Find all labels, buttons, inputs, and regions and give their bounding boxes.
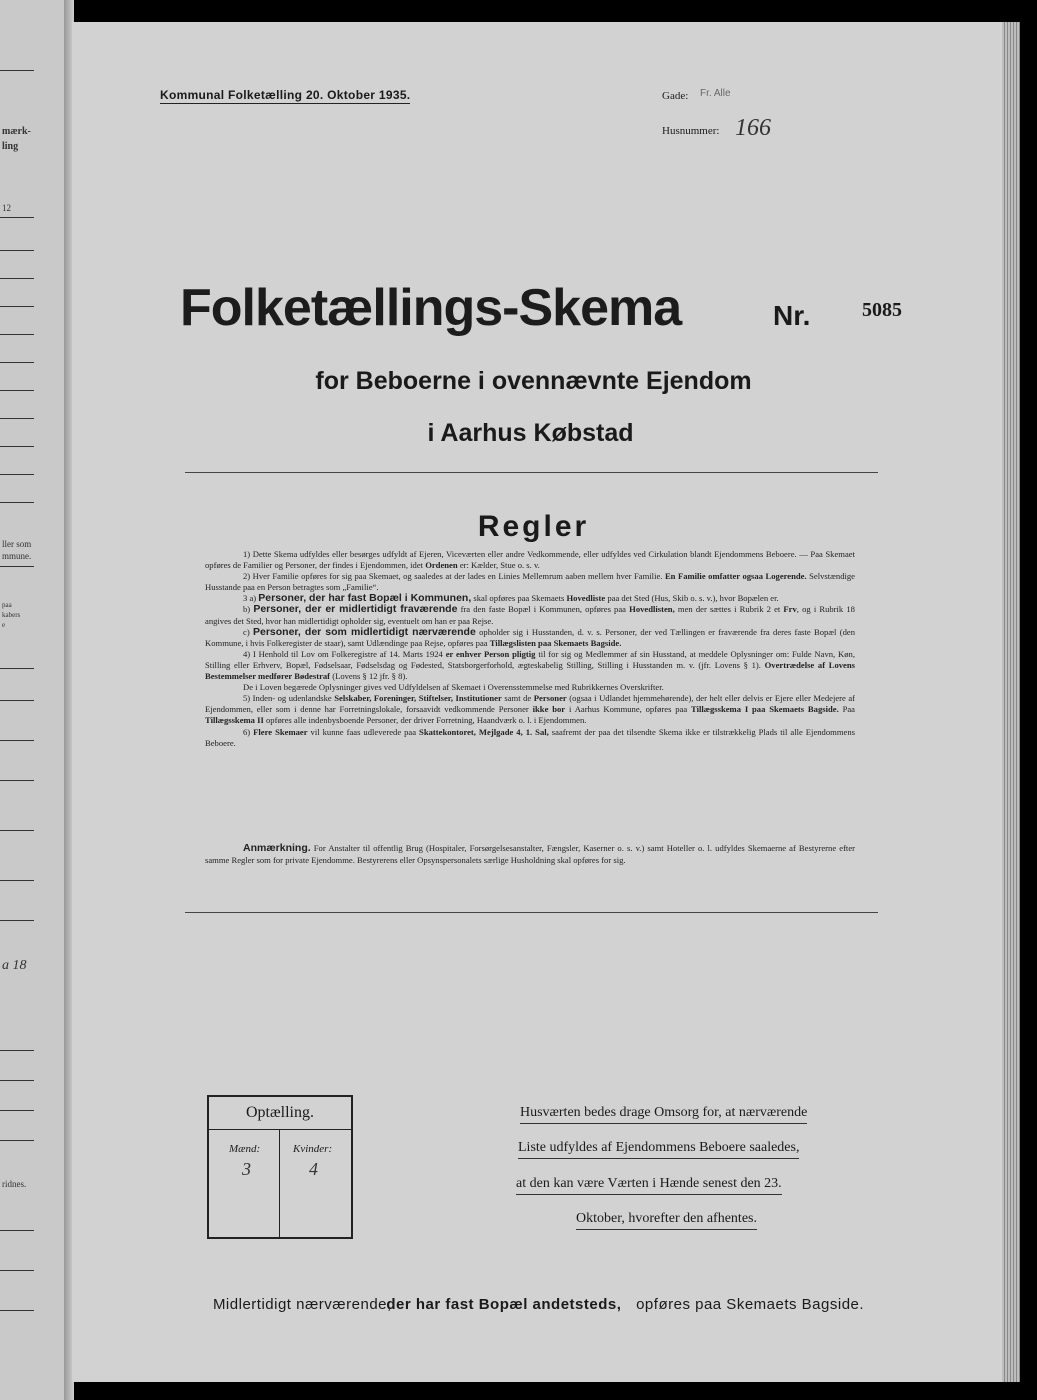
left-text: ridnes. [2, 1179, 27, 1189]
form-rule [0, 334, 34, 335]
form-rule [0, 1080, 34, 1081]
footer-part3: opføres paa Skemaets Bagside. [636, 1296, 865, 1313]
notice-line: Oktober, hvorefter den afhentes. [576, 1211, 757, 1230]
rule-4b: De i Loven begærede Oplysninger gives ved Udfyldelsen af Skemaet i Overensstemmelse med Rubrikkernes Overskrifter. [243, 682, 664, 693]
form-rule [0, 217, 34, 218]
count-box-title: Optælling. [209, 1097, 351, 1130]
form-nr-label: Nr. [773, 300, 811, 331]
count-box [207, 1095, 353, 1239]
street-label: Gade: [662, 90, 689, 102]
form-rule [0, 780, 34, 781]
form-rule [0, 70, 34, 71]
left-text: ller som [2, 539, 32, 549]
form-rule [0, 502, 34, 503]
notice-line: at den kan være Værten i Hænde senest den 23. [516, 1176, 782, 1195]
form-rule [0, 1050, 34, 1051]
form-rule [0, 668, 34, 669]
left-text: ling [2, 141, 19, 152]
left-text: kabers [2, 611, 21, 619]
footer-part2: der har fast Bopæl andetsteds, [386, 1296, 622, 1313]
page-stack-edge [1002, 22, 1020, 1382]
remark-text [205, 842, 855, 866]
rule-3a: 3 a) Personer, der har fast Bopæl i Kommunen, skal opføres paa Skemaets Hovedliste paa det Sted (Hus, Skib o. s. v.), hvor Bopælen er. [243, 592, 779, 605]
men-label: Mænd: [229, 1143, 261, 1155]
footer-part1: Midlertidigt nærværende, [212, 1296, 392, 1313]
street-value: Fr. Alle [700, 88, 731, 99]
form-city [0, 419, 1037, 448]
rule-2: 2) Hver Familie opføres for sig paa Skemaet, og saaledes at der lades en Linies Mellemrum aaben mellem hver Familie. En Familie omfatter ogsaa Logerende. Selvstændige Husstande paa en Person betragtes som „Familie“. [205, 571, 855, 593]
left-text: paa [2, 601, 12, 609]
notice-line: Liste udfyldes af Ejendommens Beboere saaledes, [518, 1140, 799, 1159]
form-rule [0, 362, 34, 363]
rule-1: 1) Dette Skema udfyldes eller besørges udfyldt af Ejeren, Viceværten eller andre Vedkommende, eller udfyldes ved Cirkulation blandt Ejendommens Beboere. — Paa Skemaet opføres de Familier og Personer, der findes i Ejendommen, idet Ordenen er: Kælder, Stue o. s. v. [205, 549, 855, 571]
left-page-fragment [0, 0, 64, 1400]
form-rule [0, 1230, 34, 1231]
form-rule [0, 1140, 34, 1141]
form-rule [0, 306, 34, 307]
form-rule [0, 880, 34, 881]
form-rule [0, 1270, 34, 1271]
left-text: mærk- [2, 126, 31, 137]
rules-text [205, 549, 855, 749]
rule-6: 6) Flere Skemaer vil kunne faas udleverede paa Skattekontoret, Mejlgade 4, 1. Sal, saafremt der paa det tilsendte Skema ikke er tilstrækkelig Plads til alle Ejendommens Beboere. [205, 726, 855, 748]
form-city-text: i Aarhus Købstad [427, 419, 634, 447]
form-subtitle-text: for Beboerne i ovennævnte Ejendom [315, 367, 752, 395]
left-handwriting: a 18 [2, 958, 27, 973]
census-heading: Kommunal Folketælling 20. Oktober 1935. [160, 88, 411, 102]
divider-top [185, 472, 878, 473]
form-rule [0, 474, 34, 475]
men-value: 3 [242, 1159, 251, 1179]
footer-note [0, 1296, 1037, 1313]
rule-5: 5) Inden- og udenlandske Selskaber, Foreninger, Stiftelser, Institutioner samt de Personer (ogsaa i Udlandet hjemmehørende), der helt eller delvis er Ejere eller Medejere af Ejendommen, eller som i denne har Forretningslokale, forsaavidt vedkommende Personer ikke bor i Aarhus Kommune, opføres paa Tillægsskema I paa Skemaets Bagside. Paa Tillægsskema II opføres alle indenbysboende Personer, der driver Forretning, Haandværk o. l. i Ejendommen. [205, 693, 856, 726]
count-box-divider [279, 1129, 280, 1237]
rule-4: 4) I Henhold til Lov om Folkeregistre af 14. Marts 1924 er enhver Person pligtig til for sig og Medlemmer af sin Husstand, at meddele Oplysninger om: Fulde Navn, Køn, Stilling eller Erhverv, Bopæl, Fødselsaar, Fødselsdag og Fødested, Statsborgerforhold, ægteskabelig Stilling, Stilling i Husstanden m. v. (jfr. Lovens § 1). Overtrædelse af Lovens Bestemmelser medfører Bødestraf (Lovens § 12 jfr. § 8). [205, 648, 855, 682]
form-rule [0, 278, 34, 279]
divider-bottom [185, 912, 878, 913]
house-number-label: Husnummer: [662, 125, 720, 137]
rule-3c: c) Personer, der som midlertidigt nærværende opholder sig i Husstanden, d. v. s. Personer, der ved Tællingen er fraværende fra deres faste Bopæl (den Kommune, i hvis Folkeregister de staar), samt Udlændinge paa Rejse, opføres paa Tillægslisten paa Skemaets Bagside. [205, 625, 855, 648]
left-text: e [2, 621, 6, 629]
women-label: Kvinder: [293, 1143, 333, 1155]
remark-label: Anmærkning. [243, 842, 311, 854]
form-rule [0, 250, 34, 251]
form-title: Folketællings-Skema [180, 279, 682, 337]
remark-body: For Anstalter til offentlig Brug (Hospitaler, Forsørgelsesanstalter, Fængsler, Kaserner o. s. v.) samt Hoteller o. l. udfyldes Skemaerne af Bestyrerne efter samme Regler som for private Ejendomme. Bestyrerens eller Opsynspersonalets særlige Husholdning skal opføres for sig. [205, 843, 855, 865]
form-subtitle [0, 367, 1037, 396]
left-text: mmune. [2, 551, 32, 561]
notice-line: Husværten bedes drage Omsorg for, at nærværende [520, 1105, 807, 1124]
rule-3b: b) Personer, der er midlertidigt fraværende fra den faste Bopæl i Kommunen, opføres paa Hovedlisten, men der sættes i Rubrik 2 et Frv, og i Rubrik 18 angives det Sted, hvor han midlertidigt opholder sig, eventuelt om han er paa Rejse. [205, 603, 855, 626]
rules-heading-text: Regler [477, 510, 590, 543]
form-rule [0, 740, 34, 741]
left-text: 12 [2, 203, 11, 213]
house-number-value: 166 [735, 115, 771, 141]
form-rule [0, 920, 34, 921]
form-rule [0, 830, 34, 831]
form-number: 5085 [862, 299, 902, 321]
women-value: 4 [309, 1159, 318, 1179]
form-rule [0, 700, 34, 701]
form-rule [0, 1110, 34, 1111]
form-rule [0, 566, 34, 567]
rules-heading [0, 510, 1037, 544]
